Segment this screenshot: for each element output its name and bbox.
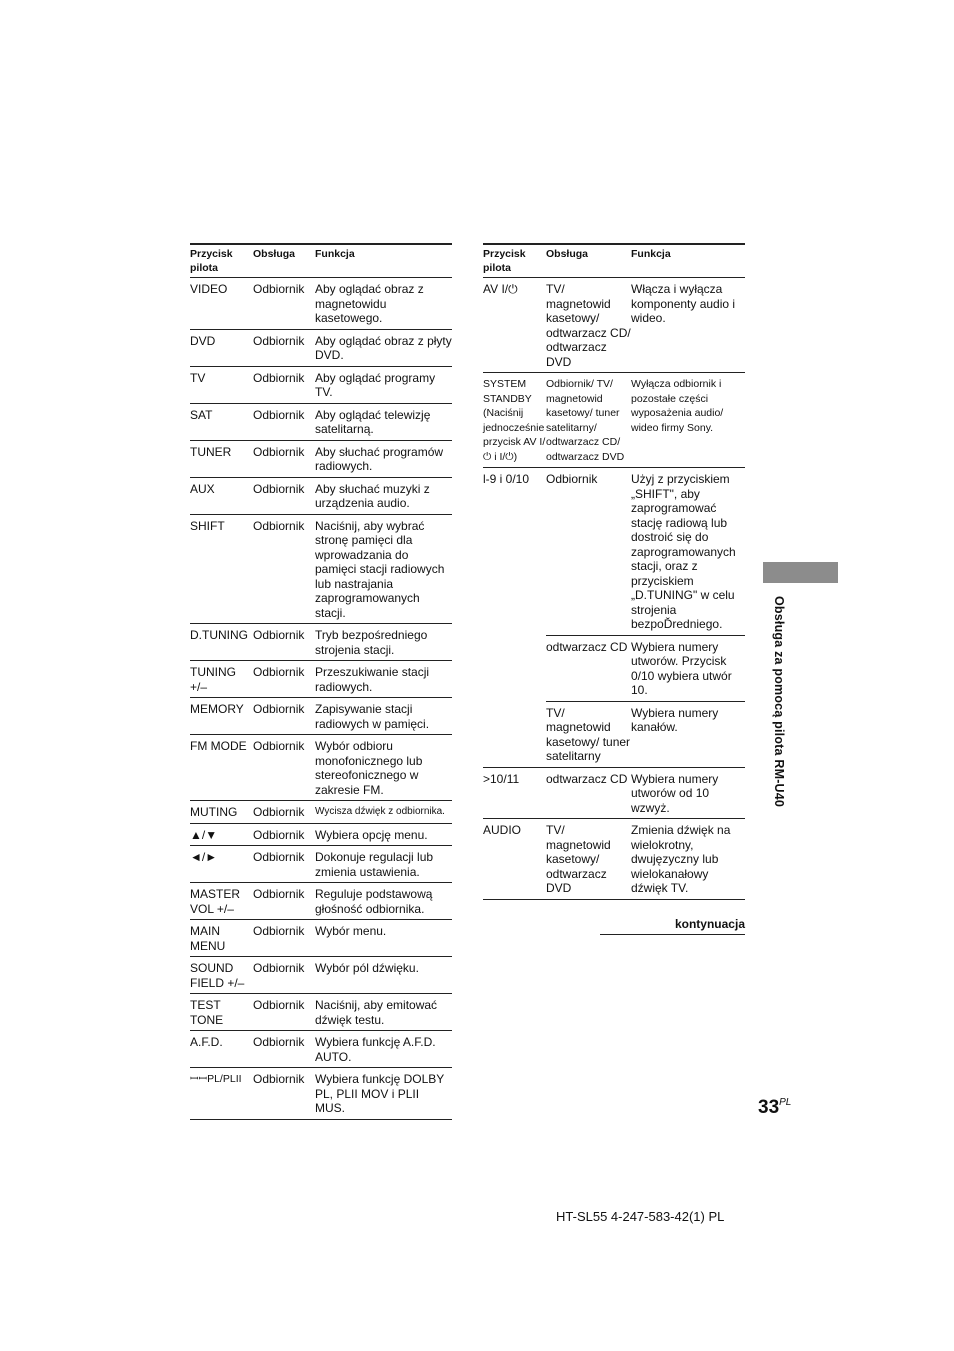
footer-model-code: HT-SL55 4-247-583-42(1) PL bbox=[556, 1209, 725, 1224]
table-row bbox=[483, 635, 745, 701]
operation-cell: Odbiornik bbox=[253, 624, 315, 661]
side-section-title: Obsługa za pomocą pilota RM-U40 bbox=[772, 596, 786, 808]
operation-cell: Odbiornik bbox=[253, 440, 315, 477]
button-cell: FM MODE bbox=[190, 735, 253, 801]
table-row bbox=[190, 920, 452, 957]
table-row bbox=[190, 514, 452, 624]
button-cell: MUTING bbox=[190, 801, 253, 824]
operation-cell: Odbiornik bbox=[253, 957, 315, 994]
right-remote-table bbox=[483, 243, 745, 900]
table-row bbox=[190, 624, 452, 661]
table-row bbox=[483, 373, 745, 468]
operation-cell: Odbiornik bbox=[253, 329, 315, 366]
table-row bbox=[190, 403, 452, 440]
table-row bbox=[190, 801, 452, 824]
button-cell: ◄/► bbox=[190, 846, 253, 883]
function-cell: Wybór odbioru monofonicznego lub stereofonicznego w zakresie FM. bbox=[315, 735, 452, 801]
table-row bbox=[190, 823, 452, 846]
operation-cell: Odbiornik bbox=[253, 823, 315, 846]
operation-cell: Odbiornik bbox=[253, 883, 315, 920]
operation-cell: odtwarzacz CD bbox=[546, 767, 631, 819]
table-row bbox=[483, 278, 745, 373]
operation-cell: Odbiornik bbox=[546, 468, 631, 636]
table-row bbox=[190, 477, 452, 514]
button-cell: TV bbox=[190, 366, 253, 403]
operation-cell: Odbiornik bbox=[253, 1072, 305, 1086]
function-cell: Naciśnij, aby emitować dźwięk testu. bbox=[315, 994, 452, 1031]
header-function: Funkcja bbox=[631, 244, 745, 278]
function-cell: Aby słuchać programów radiowych. bbox=[315, 440, 452, 477]
page-number-value: 33 bbox=[758, 1097, 780, 1118]
button-cell: AUX bbox=[190, 477, 253, 514]
table-row bbox=[190, 994, 452, 1031]
table-row bbox=[190, 957, 452, 994]
button-cell bbox=[483, 701, 546, 767]
button-cell: SOUND FIELD +/– bbox=[190, 957, 253, 994]
table-row bbox=[190, 329, 452, 366]
function-cell: Aby oglądać programy TV. bbox=[315, 366, 452, 403]
button-cell: ▲/▼ bbox=[190, 823, 253, 846]
table-row bbox=[190, 846, 452, 883]
button-cell: DVD bbox=[190, 329, 253, 366]
operation-cell: Odbiornik bbox=[253, 661, 315, 698]
button-cell: SAT bbox=[190, 403, 253, 440]
function-cell: Włącza i wyłącza komponenty audio i wideo. bbox=[631, 278, 745, 373]
function-cell: Wybór pól dźwięku. bbox=[315, 957, 452, 994]
left-remote-table bbox=[190, 243, 452, 1120]
function-cell: Tryb bezpośredniego strojenia stacji. bbox=[315, 624, 452, 661]
function-cell: Zapisywanie stacji radiowych w pamięci. bbox=[315, 698, 452, 735]
button-cell: MAIN MENU bbox=[190, 920, 253, 957]
operation-cell: Odbiornik bbox=[253, 698, 315, 735]
function-cell: Wybiera numery kanałów. bbox=[631, 701, 745, 767]
table-row bbox=[483, 468, 745, 636]
button-cell: TUNING +/– bbox=[190, 661, 253, 698]
operation-cell: Odbiornik bbox=[253, 994, 315, 1031]
table-row bbox=[190, 1068, 452, 1120]
operation-cell: TV/ magnetowid kasetowy/ odtwarzacz CD/ odtwarzacz DVD bbox=[546, 278, 631, 373]
function-cell: Aby oglądać telewizję satelitarną. bbox=[315, 403, 452, 440]
table-row bbox=[483, 701, 745, 767]
function-cell: Wybiera numery utworów od 10 wzwyż. bbox=[631, 767, 745, 819]
continue-label: kontynuacja bbox=[600, 917, 745, 935]
button-cell: SHIFT bbox=[190, 514, 253, 624]
operation-cell: TV/ magnetowid kasetowy/ odtwarzacz DVD bbox=[546, 823, 611, 895]
button-cell: A.F.D. bbox=[190, 1031, 253, 1068]
operation-cell: Odbiornik/ TV/ magnetowid kasetowy/ tuner satelitarny/ odtwarzacz CD/ odtwarzacz DVD bbox=[546, 373, 631, 468]
button-cell: MASTER VOL +/– bbox=[190, 883, 253, 920]
function-cell: Aby oglądać obraz z magnetowidu kasetowego. bbox=[315, 278, 452, 330]
operation-cell: Odbiornik bbox=[253, 1031, 315, 1068]
button-cell: AV I/⏻ bbox=[483, 278, 546, 373]
function-cell: Dokonuje regulacji lub zmienia ustawienia. bbox=[315, 846, 452, 883]
table-row bbox=[190, 661, 452, 698]
operation-cell: Odbiornik bbox=[253, 477, 315, 514]
function-cell: Użyj z przyciskiem „SHIFT", aby zaprogramować stację radiową lub dostroić się do zaprogramowanych stacji, oraz z przyciskiem „D.TUNING" w celu strojenia bezpoĎredniego. bbox=[631, 468, 745, 636]
button-cell: AUDIO bbox=[483, 823, 522, 837]
function-cell: Przeszukiwanie stacji radiowych. bbox=[315, 661, 452, 698]
table-row bbox=[190, 278, 452, 330]
operation-cell: Odbiornik bbox=[253, 920, 315, 957]
operation-cell: Odbiornik bbox=[253, 278, 315, 330]
function-cell: Wycisza dźwięk z odbiornika. bbox=[315, 801, 452, 824]
button-cell: l-9 i 0/10 bbox=[483, 472, 530, 486]
operation-cell: Odbiornik bbox=[253, 801, 315, 824]
button-cell: TUNER bbox=[190, 440, 253, 477]
header-function: Funkcja bbox=[315, 244, 452, 278]
button-cell: MEMORY bbox=[190, 698, 253, 735]
header-operation: Obsługa bbox=[253, 244, 315, 278]
operation-cell: Odbiornik bbox=[253, 366, 315, 403]
table-row bbox=[190, 440, 452, 477]
table-row bbox=[483, 767, 745, 819]
operation-cell: Odbiornik bbox=[253, 735, 315, 801]
function-cell: Aby oglądać obraz z płyty DVD. bbox=[315, 329, 452, 366]
button-cell: VIDEO bbox=[190, 278, 253, 330]
function-cell: Zmienia dźwięk na wielokrotny, dwujęzyczny lub wielokanałowy dźwięk TV. bbox=[631, 823, 731, 895]
button-cell: SYSTEM STANDBY (Naciśnij jednocześnie przycisk AV I/⏻ i I/⏻) bbox=[483, 373, 546, 468]
header-button: Przycisk pilota bbox=[190, 244, 253, 278]
page-number bbox=[758, 1097, 791, 1119]
header-button: Przycisk pilota bbox=[483, 244, 546, 278]
table-header-row bbox=[483, 244, 745, 278]
button-cell: TEST TONE bbox=[190, 994, 253, 1031]
page-language-suffix: PL bbox=[779, 1097, 792, 1108]
function-cell: Wyłącza odbiornik i pozostałe części wyposażenia audio/ wideo firmy Sony. bbox=[631, 373, 745, 468]
table-row bbox=[190, 883, 452, 920]
table-row bbox=[190, 366, 452, 403]
function-cell: Reguluje podstawową głośność odbiornika. bbox=[315, 883, 452, 920]
table-row bbox=[190, 698, 452, 735]
button-cell: D.TUNING bbox=[190, 624, 253, 661]
operation-cell: Odbiornik bbox=[253, 403, 315, 440]
table-row bbox=[190, 735, 452, 801]
operation-cell: TV/ magnetowid kasetowy/ tuner satelitarny bbox=[546, 701, 631, 767]
operation-cell: Odbiornik bbox=[253, 514, 315, 624]
function-cell: Wybiera numery utworów. Przycisk 0/10 wybiera utwór 10. bbox=[631, 635, 745, 701]
function-cell: Wybiera opcję menu. bbox=[315, 823, 452, 846]
section-tab-marker bbox=[763, 562, 838, 583]
function-cell: Wybór menu. bbox=[315, 920, 452, 957]
table-header-row bbox=[190, 244, 452, 278]
function-cell: Aby słuchać muzyki z urządzenia audio. bbox=[315, 477, 452, 514]
button-cell: ꟷꟷPL/PLII bbox=[190, 1073, 242, 1085]
function-cell: Wybiera funkcję A.F.D. AUTO. bbox=[315, 1031, 452, 1068]
table-row bbox=[483, 819, 745, 900]
function-cell: Naciśnij, aby wybrać stronę pamięci dla wprowadzania do pamięci stacji radiowych lub nastrajania zaprogramowanych stacji. bbox=[315, 514, 452, 624]
operation-cell: Odbiornik bbox=[253, 846, 315, 883]
button-cell bbox=[483, 635, 546, 701]
operation-cell: odtwarzacz CD bbox=[546, 635, 631, 701]
table-row bbox=[190, 1031, 452, 1068]
button-cell: >10/11 bbox=[483, 767, 546, 819]
header-operation: Obsługa bbox=[546, 244, 631, 278]
function-cell: Wybiera funkcję DOLBY PL, PLII MOV i PLII MUS. bbox=[315, 1072, 445, 1115]
